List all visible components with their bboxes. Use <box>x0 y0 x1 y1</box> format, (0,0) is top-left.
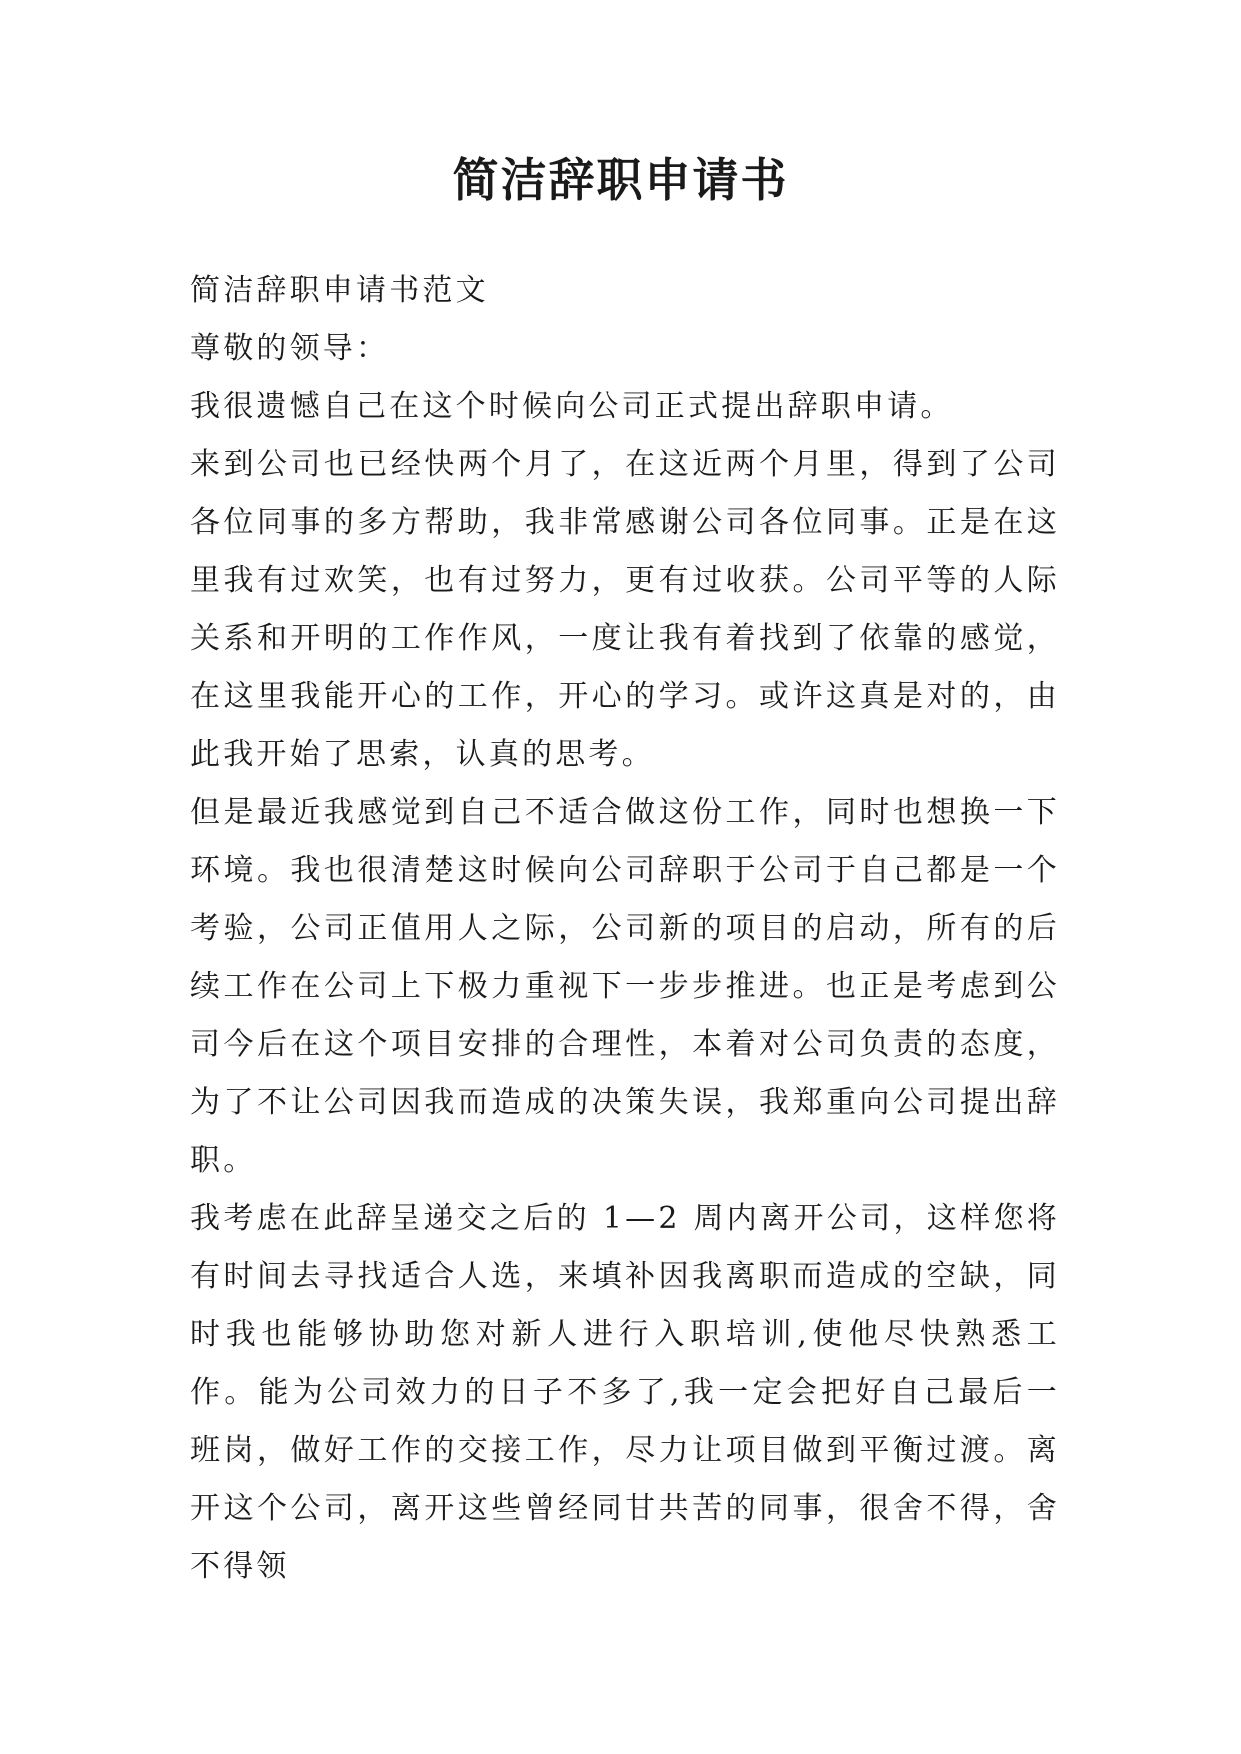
paragraph-intro: 我很遗憾自己在这个时候向公司正式提出辞职申请。 <box>190 389 954 424</box>
document-title: 简洁辞职申请书 <box>452 153 789 207</box>
paragraph-gratitude: 来到公司也已经快两个月了，在这近两个月里，得到了公司各位同事的多方帮助，我非常感谢公司各位同事。正是在这里我有过欢笑，也有过努力，更有过收获。公司平等的人际关系和开明的工作作风，一度让我有着找到了依靠的感觉，在这里我能开心的工作，开心的学习。或许这真是对的，由此我开始了思索，认真的思考。 <box>190 447 1060 772</box>
document-body <box>190 262 1060 1596</box>
paragraph-reason: 但是最近我感觉到自己不适合做这份工作，同时也想换一下环境。我也很清楚这时候向公司辞职于公司于自己都是一个考验，公司正值用人之际，公司新的项目的启动，所有的后续工作在公司上下极力重视下一步步推进。也正是考虑到公司今后在这个项目安排的合理性，本着对公司负责的态度，为了不让公司因我而造成的决策失误，我郑重向公司提出辞职。 <box>190 795 1060 1178</box>
paragraph-salutation: 尊敬的领导： <box>190 331 390 366</box>
paragraph-subtitle: 简洁辞职申请书范文 <box>190 273 489 308</box>
paragraph-transition: 我考虑在此辞呈递交之后的 1—2 周内离开公司，这样您将有时间去寻找适合人选，来填补因我离职而造成的空缺，同时我也能够协助您对新人进行入职培训,使他尽快熟悉工作。能为公司效力的日子不多了,我一定会把好自己最后一班岗，做好工作的交接工作，尽力让项目做到平衡过渡。离开这个公司，离开这些曾经同甘共苦的同事，很舍不得，舍不得领 <box>190 1201 1060 1584</box>
